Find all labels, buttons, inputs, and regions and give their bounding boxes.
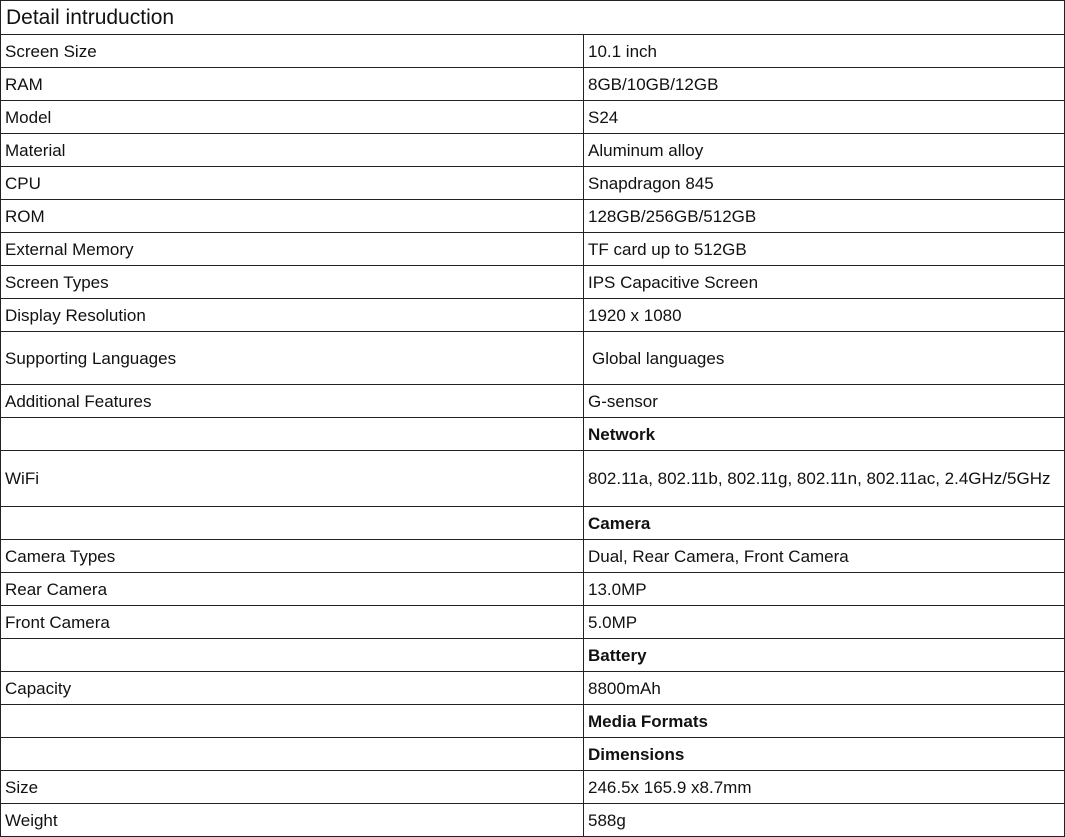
spec-value: Snapdragon 845 — [584, 167, 1065, 200]
spec-label: Capacity — [1, 672, 584, 705]
spec-label: RAM — [1, 68, 584, 101]
spec-value: TF card up to 512GB — [584, 233, 1065, 266]
spec-value: 802.11a, 802.11b, 802.11g, 802.11n, 802.11ac, 2.4GHz/5GHz — [584, 451, 1065, 507]
spec-value: 13.0MP — [584, 573, 1065, 606]
table-row — [1, 200, 1065, 233]
spec-label: External Memory — [1, 233, 584, 266]
spec-value: Dual, Rear Camera, Front Camera — [584, 540, 1065, 573]
table-row — [1, 35, 1065, 68]
table-row — [1, 540, 1065, 573]
spec-label: Additional Features — [1, 385, 584, 418]
spec-value: Global languages — [584, 332, 1065, 385]
section-row — [1, 738, 1065, 771]
table-row — [1, 167, 1065, 200]
spec-label: Camera Types — [1, 540, 584, 573]
spec-value: 8GB/10GB/12GB — [584, 68, 1065, 101]
table-row — [1, 299, 1065, 332]
table-row — [1, 606, 1065, 639]
section-heading: Network — [584, 418, 1065, 451]
spec-label: ROM — [1, 200, 584, 233]
spec-label: Screen Size — [1, 35, 584, 68]
table-row — [1, 332, 1065, 385]
spec-label: Weight — [1, 804, 584, 837]
table-row — [1, 672, 1065, 705]
section-heading: Battery — [584, 639, 1065, 672]
spec-value: 5.0MP — [584, 606, 1065, 639]
section-heading: Media Formats — [584, 705, 1065, 738]
table-row — [1, 804, 1065, 837]
spec-label — [1, 639, 584, 672]
spec-label: Front Camera — [1, 606, 584, 639]
table-row — [1, 385, 1065, 418]
spec-label — [1, 705, 584, 738]
table-row — [1, 573, 1065, 606]
table-row — [1, 266, 1065, 299]
spec-label: CPU — [1, 167, 584, 200]
spec-label: Display Resolution — [1, 299, 584, 332]
table-row — [1, 451, 1065, 507]
table-row — [1, 68, 1065, 101]
section-heading: Dimensions — [584, 738, 1065, 771]
table-row — [1, 134, 1065, 167]
section-row — [1, 507, 1065, 540]
spec-label — [1, 418, 584, 451]
spec-label: Rear Camera — [1, 573, 584, 606]
spec-label: Supporting Languages — [1, 332, 584, 385]
spec-label — [1, 738, 584, 771]
table-row — [1, 101, 1065, 134]
spec-label — [1, 507, 584, 540]
spec-value: 588g — [584, 804, 1065, 837]
spec-label: Model — [1, 101, 584, 134]
spec-label: Size — [1, 771, 584, 804]
section-heading: Camera — [584, 507, 1065, 540]
table-row — [1, 233, 1065, 266]
spec-value: 8800mAh — [584, 672, 1065, 705]
spec-label: Screen Types — [1, 266, 584, 299]
spec-value: IPS Capacitive Screen — [584, 266, 1065, 299]
spec-value: 10.1 inch — [584, 35, 1065, 68]
spec-value: 1920 x 1080 — [584, 299, 1065, 332]
section-row — [1, 639, 1065, 672]
spec-label: Material — [1, 134, 584, 167]
spec-value: 246.5x 165.9 x8.7mm — [584, 771, 1065, 804]
title-row — [1, 1, 1065, 35]
spec-value: G-sensor — [584, 385, 1065, 418]
spec-value: 128GB/256GB/512GB — [584, 200, 1065, 233]
spec-value: S24 — [584, 101, 1065, 134]
section-row — [1, 705, 1065, 738]
spec-value: Aluminum alloy — [584, 134, 1065, 167]
section-row — [1, 418, 1065, 451]
spec-label: WiFi — [1, 451, 584, 507]
table-title: Detail intruduction — [1, 1, 1065, 35]
table-row — [1, 771, 1065, 804]
